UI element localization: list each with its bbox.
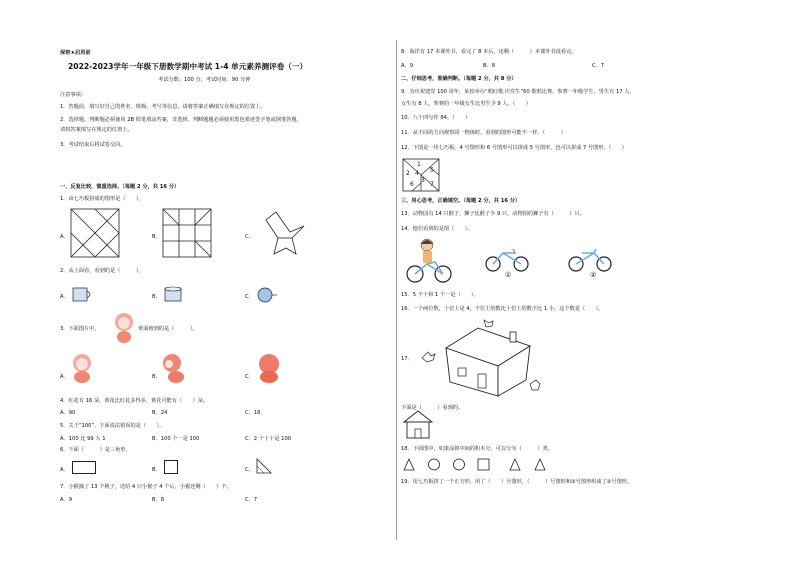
q2-label-c: C． bbox=[245, 294, 254, 300]
q17-question: 下面是（ ）看到的。 bbox=[401, 405, 464, 411]
q6-label-c: C． bbox=[245, 467, 254, 473]
q8-text: 8．海洋有 17 本课外书，看完了 8 本后，还剩（ ）本课外书没看完。 bbox=[401, 49, 577, 55]
q7-option-c: C．7 bbox=[245, 497, 258, 503]
tangram-number-7: 7 bbox=[430, 181, 434, 188]
q5-option-b: B．100 个一是 100 bbox=[152, 436, 200, 442]
page-title: 2022-2023学年一年级下册数学期中考试 1-4 单元素养测评卷（一） bbox=[68, 62, 308, 71]
tangram-number-1: 1 bbox=[417, 161, 421, 168]
q1-tangram-a bbox=[70, 208, 120, 258]
q19-text: 19．用七巧板拼了一个正方形，用了（ ）号图形，（ ）号图形和③号图形组成了②号图形。 bbox=[401, 479, 633, 485]
q3-text-a: 3．下面图片中， bbox=[60, 326, 100, 332]
q14-label-1: ① bbox=[505, 271, 512, 279]
q2-label-b: B． bbox=[152, 294, 161, 300]
note-1: 1．答题前，填写好自己的姓名、班级、考号等信息，请将答案正确填写在规定的位置上。 bbox=[60, 104, 266, 110]
q5-option-a: A．100 比 99 大 1 bbox=[60, 436, 106, 442]
q14-bike-view-1-icon bbox=[485, 245, 530, 273]
q10-text: 10．八十四写作 84。（ ） bbox=[401, 115, 471, 121]
q3-text-b: 黄面画到的是（ ）。 bbox=[138, 326, 198, 332]
q14-child-on-bike-icon bbox=[405, 236, 455, 286]
q2-circle-c bbox=[256, 286, 278, 304]
q9-text-b: 女生有 8 人，参赛的一年级女生比男生少 9 人。（ ） bbox=[401, 101, 531, 107]
q3-label-b: B． bbox=[152, 374, 161, 380]
q6-label-a: A． bbox=[60, 467, 69, 473]
q17-small-house-icon bbox=[402, 408, 434, 440]
q3-dragon-front-icon bbox=[70, 352, 94, 384]
q14-text: 14．他们看到的是图（ ）。 bbox=[401, 226, 473, 232]
q4-option-b: B．24 bbox=[152, 410, 168, 416]
q4-option-a: A．90 bbox=[60, 410, 76, 416]
q2-cylinder-b bbox=[164, 286, 184, 304]
q5-option-c: C．2 个十十是 100 bbox=[245, 436, 292, 442]
q18-text: 18．下面图中，如果涂掉中间的积木分，可以分为（ ）类。 bbox=[401, 446, 553, 452]
q14-label-2: ② bbox=[590, 271, 597, 279]
q8-option-b: B．8 bbox=[483, 63, 496, 69]
section3-heading: 三、用心思考，正确填空。（每题 2 分，共 16 分） bbox=[401, 198, 521, 204]
secret-label: 保密★启用前 bbox=[60, 50, 91, 56]
q17-house-scene bbox=[418, 318, 548, 398]
note-3: 3．考试结束后将试卷交回。 bbox=[60, 142, 126, 148]
section1-heading: 一、反复比较，慎重选择。（每题 2 分，共 16 分） bbox=[60, 184, 180, 190]
q1-label-c: C． bbox=[245, 234, 254, 240]
q2-label-a: A． bbox=[60, 294, 69, 300]
q6-triangle-shape bbox=[256, 458, 272, 474]
q3-label-c: C． bbox=[245, 374, 254, 380]
tangram-number-5: 5 bbox=[430, 167, 434, 174]
tangram-number-3: 3 bbox=[421, 177, 425, 184]
q7-option-a: A．9 bbox=[60, 497, 73, 503]
q5-text: 5．关于“100”，下面说法错误的是（ ）。 bbox=[60, 423, 165, 429]
q3-dragon-side-icon bbox=[162, 352, 186, 384]
q1-text: 1．由七巧板拼成的图形是（ ）。 bbox=[60, 196, 144, 202]
notes-heading: 注意事项： bbox=[60, 92, 86, 98]
q2-text: 2．从上面看，看到的是（ ）。 bbox=[60, 268, 144, 274]
q1-tangram-b bbox=[162, 208, 212, 258]
q1-tangram-c bbox=[256, 208, 306, 258]
q8-option-c: C．7 bbox=[592, 63, 605, 69]
q7-option-b: B．8 bbox=[152, 497, 165, 503]
q7-text: 7．小猴摘了 13 个桃子，送给 4 只小猴子 4 个后，小猴还剩（ ）个。 bbox=[60, 484, 232, 490]
note-2b: 请将答案填写在规定的位置上。 bbox=[60, 127, 133, 133]
tangram-number-2: 2 bbox=[406, 170, 410, 177]
q6-square-shape bbox=[164, 460, 178, 474]
q18-shapes-row bbox=[404, 458, 554, 472]
q3-dragon-back-icon bbox=[256, 352, 282, 384]
q12-text: 12．下图是一块七巧板，4 号图形和 6 号图形可以拼成 5 号图形，也可以拼成 7 号图形。（ ） bbox=[401, 145, 627, 151]
q8-option-a: A．9 bbox=[401, 63, 414, 69]
note-2: 2．选择题、判断题必须使用 2B 铅笔填涂答案，非选择、判断题题必须使用黑色墨迹签字笔或钢笔答题， bbox=[60, 117, 302, 123]
column-divider bbox=[396, 40, 397, 540]
q4-option-c: C．18 bbox=[245, 410, 261, 416]
q13-text: 13．动物园有 14 只猴子，狮子比猴子少 9 只，动物园的狮子有（ ）只。 bbox=[401, 211, 585, 217]
q6-rectangle-shape bbox=[72, 461, 96, 474]
q16-text: 16．一个两位数，十位上是 4，个位上的数比十位上的数字比 1 小，这个数是（ ）。 bbox=[401, 306, 604, 312]
section2-heading: 二、仔细思考，准确判断。（每题 2 分，共 8 分） bbox=[401, 76, 517, 82]
score-info: 考试分数：100 分；考试时间：90 分钟 bbox=[158, 77, 251, 83]
q9-text-a: 9．为庆祝建党 100 周年，某校举办“唱红歌·庆党生”60 歌唱比赛，参赛一年级学生，男生有 17 人， bbox=[401, 89, 635, 95]
q1-label-b: B． bbox=[152, 234, 161, 240]
q4-text: 4．红花有 16 朵，黄花比红花多得多，黄花可能有（ ）朵。 bbox=[60, 398, 209, 404]
q6-label-b: B． bbox=[152, 467, 161, 473]
q17-text: 17． bbox=[401, 356, 413, 362]
q14-bike-view-2-icon bbox=[568, 245, 613, 273]
q3-label-a: A． bbox=[60, 374, 69, 380]
q11-text: 11．从不同的方向观察同一物体时，看到的图形可能不一样。（ ） bbox=[401, 130, 566, 136]
q3-dragon-icon bbox=[113, 310, 135, 344]
q1-label-a: A． bbox=[60, 234, 69, 240]
tangram-number-4: 4 bbox=[415, 170, 419, 177]
q6-text: 6．下面（ ）是三角形。 bbox=[60, 447, 131, 453]
q15-text: 15．5 个十和 1 个一是（ ）。 bbox=[401, 292, 479, 298]
tangram-number-6: 6 bbox=[410, 181, 414, 188]
q2-cup-a bbox=[72, 286, 96, 304]
